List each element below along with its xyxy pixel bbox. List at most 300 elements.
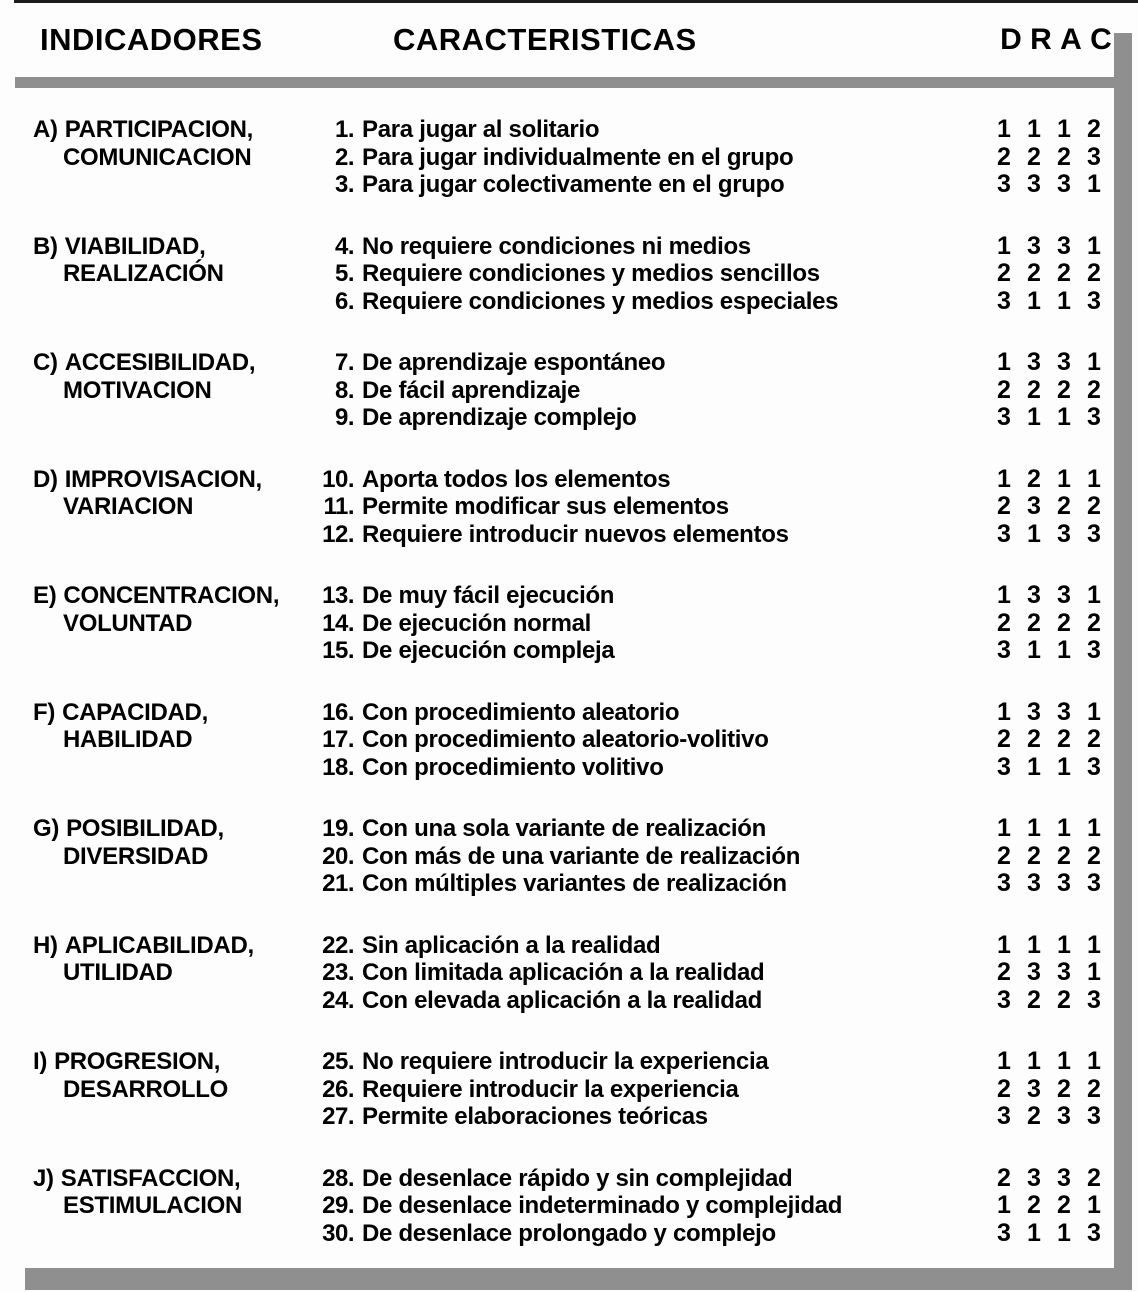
rating-value: 3 xyxy=(1027,348,1041,376)
bottom-divider-bar xyxy=(25,1268,1132,1290)
characteristic-text: Requiere condiciones y medios sencillos xyxy=(362,260,820,287)
rating-value: 1 xyxy=(1087,464,1101,493)
indicator-letter: I) xyxy=(33,1048,48,1075)
indicator-name-line1: VIABILIDAD, xyxy=(64,232,206,260)
rating-value: 2 xyxy=(1027,375,1041,404)
rating-value: 1 xyxy=(1057,115,1071,143)
ratings-grid xyxy=(989,699,1109,782)
section-row xyxy=(0,582,1138,668)
rating-column-letter: R xyxy=(1030,23,1052,56)
characteristics-cell xyxy=(318,1048,768,1131)
column-header-drac xyxy=(996,25,1116,55)
rating-value: 1 xyxy=(1057,286,1071,315)
rating-value: 3 xyxy=(1057,348,1071,376)
ratings-grid xyxy=(989,582,1109,665)
rating-value: 3 xyxy=(1027,958,1041,986)
characteristic-row xyxy=(318,637,614,665)
characteristic-number: 5. xyxy=(334,260,354,287)
rating-value: 1 xyxy=(1087,930,1101,959)
section-row xyxy=(0,116,1138,202)
top-border-line xyxy=(14,0,1138,3)
characteristic-row xyxy=(318,377,665,405)
characteristic-row xyxy=(318,144,793,172)
rating-value: 1 xyxy=(997,1047,1011,1075)
characteristic-text: Aporta todos los elementos xyxy=(362,465,671,493)
characteristic-number: 23. xyxy=(322,959,354,986)
rating-value: 2 xyxy=(1057,259,1071,287)
indicator-cell xyxy=(33,1165,242,1220)
indicator-name-line1: PROGRESION, xyxy=(54,1048,221,1075)
characteristic-number: 22. xyxy=(322,931,354,959)
rating-value: 1 xyxy=(997,464,1011,493)
rating-value: 1 xyxy=(1087,231,1101,260)
characteristic-row xyxy=(318,932,764,960)
rating-value: 1 xyxy=(997,231,1011,260)
characteristic-row xyxy=(318,815,800,843)
characteristics-cell xyxy=(318,699,769,782)
indicator-letter: G) xyxy=(33,815,60,842)
indicator-name-line1: SATISFACCION, xyxy=(60,1164,241,1192)
indicator-name-line2: DIVERSIDAD xyxy=(63,842,209,870)
rating-value: 1 xyxy=(997,1191,1011,1219)
characteristic-number: 27. xyxy=(322,1103,354,1130)
indicator-name-line2: MOTIVACION xyxy=(63,376,212,404)
column-header-indicadores: INDICADORES xyxy=(40,22,263,57)
rating-value: 3 xyxy=(1057,581,1071,609)
rating-value: 1 xyxy=(1057,930,1071,959)
rating-value: 2 xyxy=(1087,725,1101,753)
rating-value: 1 xyxy=(1027,1218,1041,1247)
indicator-name-line1: ACCESIBILIDAD, xyxy=(64,349,256,376)
rating-value: 2 xyxy=(997,958,1011,986)
rating-value: 3 xyxy=(1027,1074,1041,1103)
characteristic-row xyxy=(318,1103,768,1131)
indicator-first-line xyxy=(33,116,253,144)
rating-value: 2 xyxy=(1087,1074,1101,1103)
rating-value: 2 xyxy=(1057,142,1071,171)
characteristic-text: Con más de una variante de realización xyxy=(362,842,801,870)
characteristic-row xyxy=(318,726,769,754)
characteristic-number: 29. xyxy=(322,1192,354,1219)
rating-column-letter: A xyxy=(1060,23,1082,56)
characteristic-text: No requiere introducir la experiencia xyxy=(362,1048,769,1075)
indicator-name-line1: APLICABILIDAD, xyxy=(64,931,254,959)
rating-value: 1 xyxy=(1087,581,1101,609)
rating-value: 2 xyxy=(1027,985,1041,1014)
rating-value: 2 xyxy=(1087,115,1101,143)
indicator-first-line xyxy=(33,1165,242,1193)
rating-value: 3 xyxy=(1027,869,1041,897)
characteristic-text: Con procedimiento aleatorio xyxy=(362,698,680,726)
rating-value: 2 xyxy=(1027,1191,1041,1219)
characteristic-row xyxy=(318,171,793,199)
characteristic-row xyxy=(318,870,800,898)
rating-value: 1 xyxy=(1027,752,1041,781)
rating-value: 1 xyxy=(1087,814,1101,842)
rating-value: 2 xyxy=(1027,259,1041,287)
characteristic-number: 14. xyxy=(322,609,354,637)
characteristic-text: De fácil aprendizaje xyxy=(362,376,581,404)
characteristic-number: 26. xyxy=(322,1075,354,1103)
rating-value: 2 xyxy=(1057,375,1071,404)
characteristic-text: Permite modificar sus elementos xyxy=(362,493,729,520)
characteristic-number: 4. xyxy=(334,232,354,260)
characteristic-number: 13. xyxy=(322,582,354,609)
rating-value: 3 xyxy=(997,1102,1011,1130)
column-header-caracteristicas: CARACTERISTICAS xyxy=(393,22,697,57)
characteristic-text: De muy fácil ejecución xyxy=(362,582,615,609)
section-row xyxy=(0,699,1138,785)
rating-value: 3 xyxy=(1027,492,1041,520)
rating-value: 1 xyxy=(1087,958,1101,986)
ratings-grid xyxy=(989,932,1109,1015)
rating-value: 2 xyxy=(997,725,1011,753)
rating-value: 3 xyxy=(1087,519,1101,548)
rating-value: 3 xyxy=(1087,403,1101,431)
rating-value: 2 xyxy=(1057,608,1071,637)
characteristic-text: Requiere introducir la experiencia xyxy=(362,1075,739,1103)
rating-value: 3 xyxy=(997,286,1011,315)
characteristic-text: Permite elaboraciones teóricas xyxy=(362,1103,708,1130)
characteristic-row xyxy=(318,1076,768,1104)
ratings-grid xyxy=(989,349,1109,432)
rating-column-letter: C xyxy=(1090,23,1112,56)
rating-value: 1 xyxy=(1057,636,1071,664)
characteristic-row xyxy=(318,610,614,638)
indicator-cell xyxy=(33,582,279,637)
indicator-name-line2: UTILIDAD xyxy=(63,959,173,986)
characteristic-text: Con múltiples variantes de realización xyxy=(362,870,787,897)
rating-value: 2 xyxy=(1057,985,1071,1014)
rating-value: 3 xyxy=(1087,869,1101,897)
characteristic-number: 9. xyxy=(334,404,354,431)
rating-value: 3 xyxy=(1057,170,1071,198)
rating-value: 1 xyxy=(1027,636,1041,664)
characteristic-number: 6. xyxy=(334,287,354,315)
ratings-grid xyxy=(989,1048,1109,1131)
rating-value: 3 xyxy=(1057,1102,1071,1130)
indicator-first-line xyxy=(33,466,262,494)
indicator-letter: E) xyxy=(33,582,57,609)
rating-value: 3 xyxy=(1087,1218,1101,1247)
indicator-name-line2: ESTIMULACION xyxy=(63,1192,243,1219)
characteristic-number: 28. xyxy=(322,1164,354,1192)
rating-value: 3 xyxy=(1087,1102,1101,1130)
rating-value: 1 xyxy=(1057,1218,1071,1247)
rating-value: 2 xyxy=(1027,464,1041,493)
characteristic-row xyxy=(318,349,665,377)
ratings-grid xyxy=(989,116,1109,199)
indicator-letter: C) xyxy=(33,349,58,376)
rating-value: 1 xyxy=(1057,814,1071,842)
indicator-name-line2: HABILIDAD xyxy=(63,726,193,753)
section-row xyxy=(0,815,1138,901)
indicator-name-line2: REALIZACIÓN xyxy=(63,260,224,287)
characteristic-row xyxy=(318,699,769,727)
characteristic-row xyxy=(318,987,764,1015)
characteristic-text: Con una sola variante de realización xyxy=(362,815,766,842)
characteristic-number: 15. xyxy=(322,637,354,664)
ratings-grid xyxy=(989,1165,1109,1248)
rating-value: 3 xyxy=(997,985,1011,1014)
characteristic-text: Requiere condiciones y medios especiales xyxy=(362,287,839,315)
characteristic-text: De aprendizaje complejo xyxy=(362,404,637,431)
characteristic-number: 25. xyxy=(322,1048,354,1075)
characteristics-cell xyxy=(318,466,789,549)
rating-value: 1 xyxy=(1027,286,1041,315)
indicator-name-line1: IMPROVISACION, xyxy=(64,465,262,493)
rating-value: 2 xyxy=(1057,1074,1071,1103)
rating-value: 1 xyxy=(1057,1047,1071,1075)
rating-value: 2 xyxy=(1087,259,1101,287)
characteristic-text: Con procedimiento aleatorio-volitivo xyxy=(362,726,769,753)
indicator-letter: H) xyxy=(33,931,58,959)
rating-value: 2 xyxy=(1057,725,1071,753)
rating-value: 1 xyxy=(1087,348,1101,376)
indicator-name-line1: CAPACIDAD, xyxy=(62,698,208,726)
characteristic-text: Requiere introducir nuevos elementos xyxy=(362,520,789,548)
rating-value: 3 xyxy=(1057,697,1071,726)
characteristic-row xyxy=(318,466,789,494)
rating-value: 3 xyxy=(1057,958,1071,986)
rating-value: 3 xyxy=(997,403,1011,431)
rating-value: 1 xyxy=(1087,1047,1101,1075)
characteristic-row xyxy=(318,754,769,782)
characteristic-text: Para jugar individualmente en el grupo xyxy=(362,143,794,171)
rating-value: 3 xyxy=(997,869,1011,897)
characteristic-number: 10. xyxy=(322,465,354,493)
rating-value: 2 xyxy=(997,1074,1011,1103)
indicator-name-line2: COMUNICACION xyxy=(63,143,252,171)
rating-value: 1 xyxy=(1087,170,1101,198)
characteristic-number: 1. xyxy=(334,116,354,143)
characteristics-cell xyxy=(318,233,838,316)
rating-value: 2 xyxy=(1027,1102,1041,1130)
indicator-letter: J) xyxy=(33,1164,54,1192)
characteristic-text: De desenlace rápido y sin complejidad xyxy=(362,1164,793,1192)
characteristic-text: Para jugar colectivamente en el grupo xyxy=(362,171,785,198)
section-row xyxy=(0,1048,1138,1134)
rating-value: 1 xyxy=(997,581,1011,609)
indicator-cell xyxy=(33,699,208,754)
ratings-grid xyxy=(989,815,1109,898)
rating-value: 1 xyxy=(997,697,1011,726)
characteristic-row xyxy=(318,843,800,871)
rating-value: 2 xyxy=(1027,142,1041,171)
rating-value: 2 xyxy=(1057,1191,1071,1219)
rating-value: 2 xyxy=(997,608,1011,637)
rating-value: 3 xyxy=(997,752,1011,781)
indicator-first-line xyxy=(33,932,254,960)
characteristic-row xyxy=(318,288,838,316)
characteristic-number: 7. xyxy=(334,349,354,376)
characteristic-number: 16. xyxy=(322,698,354,726)
rating-value: 1 xyxy=(1027,1047,1041,1075)
rating-value: 2 xyxy=(1087,841,1101,870)
section-row xyxy=(0,1165,1138,1251)
indicator-cell xyxy=(33,1048,228,1103)
rating-value: 3 xyxy=(1027,1163,1041,1192)
rating-value: 1 xyxy=(1027,115,1041,143)
characteristic-text: Para jugar al solitario xyxy=(362,116,600,143)
rating-value: 3 xyxy=(1057,869,1071,897)
characteristic-row xyxy=(318,260,838,288)
rating-value: 3 xyxy=(1027,231,1041,260)
characteristic-number: 30. xyxy=(322,1219,354,1247)
indicator-cell xyxy=(33,815,224,870)
indicator-first-line xyxy=(33,1048,228,1076)
characteristic-text: De desenlace indeterminado y complejidad xyxy=(362,1192,843,1219)
rating-value: 3 xyxy=(1087,636,1101,664)
rating-value: 3 xyxy=(997,636,1011,664)
rating-value: 2 xyxy=(997,492,1011,520)
rating-value: 3 xyxy=(1087,985,1101,1014)
characteristic-row xyxy=(318,582,614,610)
indicator-letter: A) xyxy=(33,116,58,143)
rating-value: 1 xyxy=(1057,752,1071,781)
rating-value: 1 xyxy=(1057,464,1071,493)
section-row xyxy=(0,932,1138,1018)
ratings-grid xyxy=(989,466,1109,549)
rating-value: 3 xyxy=(997,519,1011,548)
rating-value: 3 xyxy=(997,170,1011,198)
rating-value: 3 xyxy=(1027,581,1041,609)
characteristic-number: 18. xyxy=(322,753,354,781)
indicator-name-line2: VARIACION xyxy=(63,493,194,520)
rating-value: 2 xyxy=(997,142,1011,171)
rating-value: 3 xyxy=(1087,752,1101,781)
characteristic-row xyxy=(318,959,764,987)
indicator-cell xyxy=(33,466,262,521)
indicator-cell xyxy=(33,233,224,288)
rating-value: 2 xyxy=(997,375,1011,404)
rating-value: 1 xyxy=(1027,403,1041,431)
rating-value: 1 xyxy=(997,348,1011,376)
characteristic-number: 20. xyxy=(322,842,354,870)
indicator-name-line2: VOLUNTAD xyxy=(63,609,193,637)
rating-value: 2 xyxy=(1087,375,1101,404)
characteristic-row xyxy=(318,404,665,432)
rating-value: 2 xyxy=(1027,608,1041,637)
characteristics-cell xyxy=(318,116,793,199)
characteristics-cell xyxy=(318,932,764,1015)
indicator-name-line1: PARTICIPACION, xyxy=(64,116,253,143)
indicator-letter: F) xyxy=(33,698,56,726)
characteristic-number: 21. xyxy=(322,870,354,897)
characteristic-text: De ejecución compleja xyxy=(362,637,615,664)
characteristic-text: De ejecución normal xyxy=(362,609,592,637)
characteristics-cell xyxy=(318,582,614,665)
rating-value: 1 xyxy=(1087,697,1101,726)
characteristic-text: Con elevada aplicación a la realidad xyxy=(362,986,763,1014)
characteristic-text: Con procedimiento volitivo xyxy=(362,753,664,781)
ratings-grid xyxy=(989,233,1109,316)
characteristics-cell xyxy=(318,815,800,898)
rating-value: 3 xyxy=(1027,170,1041,198)
characteristic-row xyxy=(318,1165,842,1193)
indicator-cell xyxy=(33,349,255,404)
section-row xyxy=(0,466,1138,552)
characteristic-number: 17. xyxy=(322,726,354,753)
indicator-first-line xyxy=(33,699,208,727)
characteristic-text: De aprendizaje espontáneo xyxy=(362,349,666,376)
characteristics-cell xyxy=(318,1165,842,1248)
characteristic-number: 24. xyxy=(322,986,354,1014)
characteristic-text: De desenlace prolongado y complejo xyxy=(362,1219,776,1247)
indicator-name-line2: DESARROLLO xyxy=(63,1075,229,1103)
rating-value: 3 xyxy=(1027,697,1041,726)
characteristic-row xyxy=(318,1048,768,1076)
rating-value: 1 xyxy=(997,115,1011,143)
characteristic-row xyxy=(318,116,793,144)
indicator-name-line1: CONCENTRACION, xyxy=(63,582,280,609)
indicator-letter: D) xyxy=(33,465,58,493)
rating-value: 3 xyxy=(1057,1163,1071,1192)
rating-value: 2 xyxy=(997,259,1011,287)
characteristic-number: 3. xyxy=(334,171,354,198)
indicator-first-line xyxy=(33,233,224,261)
indicator-name-line1: POSIBILIDAD, xyxy=(66,815,224,842)
rating-value: 2 xyxy=(1057,841,1071,870)
rating-column-letter: D xyxy=(1000,23,1022,56)
rating-value: 1 xyxy=(1027,930,1041,959)
rating-value: 2 xyxy=(1087,492,1101,520)
characteristic-row xyxy=(318,1192,842,1220)
rating-value: 2 xyxy=(997,841,1011,870)
characteristic-row xyxy=(318,233,838,261)
characteristic-row xyxy=(318,1220,842,1248)
characteristic-text: Sin aplicación a la realidad xyxy=(362,931,661,959)
characteristic-row xyxy=(318,493,789,521)
indicator-first-line xyxy=(33,349,255,377)
rating-value: 2 xyxy=(1087,608,1101,637)
rating-value: 3 xyxy=(1057,231,1071,260)
rating-value: 1 xyxy=(1027,814,1041,842)
characteristic-text: Con limitada aplicación a la realidad xyxy=(362,959,765,986)
rating-value: 2 xyxy=(1057,492,1071,520)
rating-value: 1 xyxy=(997,930,1011,959)
rating-value: 1 xyxy=(1057,403,1071,431)
characteristic-number: 2. xyxy=(334,143,354,171)
rating-value: 3 xyxy=(1087,142,1101,171)
rating-value: 1 xyxy=(1027,519,1041,548)
indicator-first-line xyxy=(33,582,279,610)
characteristic-number: 12. xyxy=(322,520,354,548)
rating-value: 3 xyxy=(1057,519,1071,548)
characteristic-text: No requiere condiciones ni medios xyxy=(362,232,751,260)
rating-value: 3 xyxy=(997,1218,1011,1247)
rating-value: 2 xyxy=(997,1163,1011,1192)
rating-value: 1 xyxy=(1087,1191,1101,1219)
header-divider-bar xyxy=(15,77,1114,88)
indicator-cell xyxy=(33,932,254,987)
characteristic-number: 19. xyxy=(322,815,354,842)
rating-value: 2 xyxy=(1027,841,1041,870)
rating-value: 2 xyxy=(1087,1163,1101,1192)
section-row xyxy=(0,349,1138,435)
indicator-letter: B) xyxy=(33,232,58,260)
characteristic-row xyxy=(318,521,789,549)
indicator-first-line xyxy=(33,815,224,843)
rating-value: 1 xyxy=(997,814,1011,842)
rating-value: 2 xyxy=(1027,725,1041,753)
characteristic-number: 8. xyxy=(334,376,354,404)
section-row xyxy=(0,233,1138,319)
indicator-cell xyxy=(33,116,253,171)
rating-value: 3 xyxy=(1087,286,1101,315)
characteristic-number: 11. xyxy=(323,493,354,520)
characteristics-cell xyxy=(318,349,665,432)
